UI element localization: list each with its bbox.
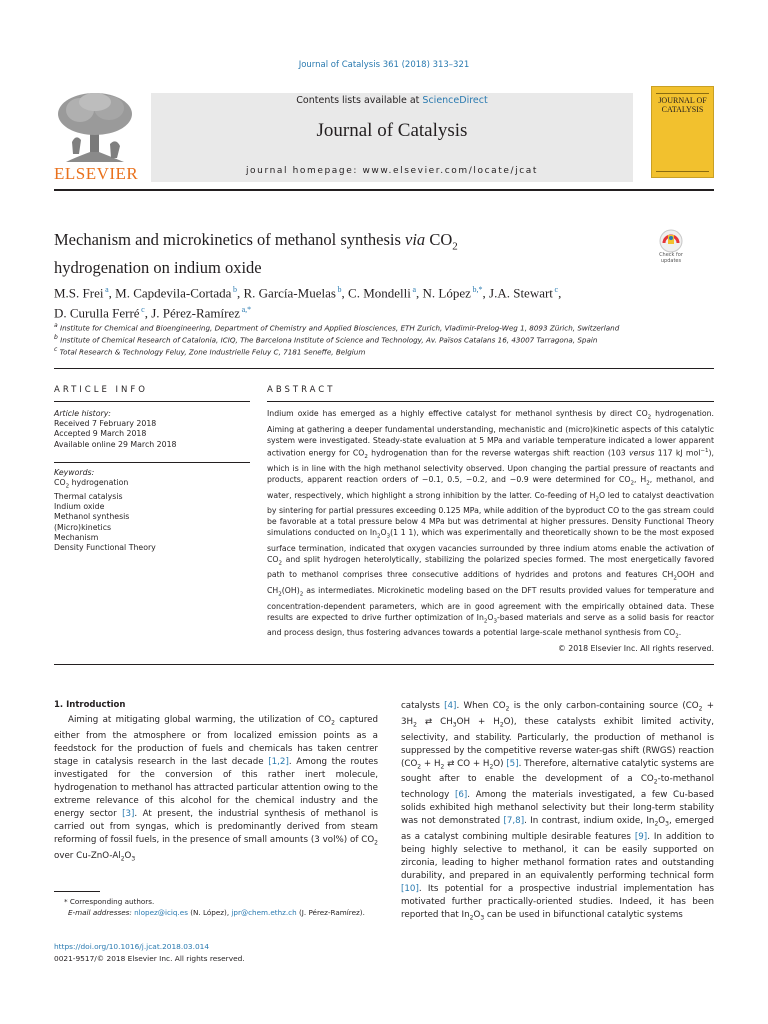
- check-updates-caption: Check for updates: [659, 252, 683, 264]
- title-part-2: hydrogenation on indium oxide: [54, 258, 262, 278]
- contents-prefix: Contents lists available at: [296, 95, 423, 106]
- keyword: Mechanism: [54, 532, 99, 542]
- author-affiliation-marker[interactable]: a,*: [240, 305, 252, 315]
- tree-icon: [54, 92, 136, 164]
- affiliation-b-marker: b: [54, 334, 58, 341]
- affiliation-c-text: Total Research & Technology Feluy, Zone Industrielle Feluy C, 7181 Seneffe, Belgium: [59, 347, 366, 357]
- affiliation-c: [54, 346, 714, 356]
- author-affiliation-marker[interactable]: a: [410, 285, 417, 294]
- cover-title-line-1: JOURNAL OF: [658, 96, 707, 105]
- citation-link[interactable]: [9]: [634, 832, 648, 843]
- citation-link[interactable]: [3]: [122, 809, 135, 820]
- author-separator: ,: [482, 285, 490, 301]
- affiliation-b: [54, 334, 714, 344]
- article-info-heading: ARTICLE INFO: [54, 385, 148, 395]
- author-affiliation-marker[interactable]: c: [552, 285, 559, 294]
- email-label: E-mail addresses:: [68, 908, 135, 917]
- affiliation-b-text: Institute of Chemical Research of Catalonia, ICIQ, The Barcelona Institute of Science and Technology, Av. Països Catalans 16, 43007 Tarragona, Spain: [60, 335, 598, 345]
- cover-rule-bottom: [656, 171, 709, 172]
- author-name[interactable]: N. López: [422, 285, 471, 301]
- intro-column-right: catalysts [4]. When $CO_2$ is the only carbon-containing source ($CO_2 + 3H_2$ ⇄ $CH_3OH + H_2O$), these catalysts exhibit limited activity, selectivity, and stability. Particularly, the production of methanol is suppressed by the competitive reverse water-gas shift (RWGS) reaction ($CO_2 + H_2$ ⇄ CO + $H_2O$) [5]. Therefore, alternative catalytic systems are sought after to enable the development of a $CO_2-to$-methanol technology [6]. Among the materials investigated, a few Cu-based solids exhibited high methanol selectivity but their long-term stability was not demonstrated [7,8]. In contrast, indium oxide, $In_2O_3$, emerged as a catalyst combining multiple desirable features [9]. In addition to being highly selective to methanol, it can be easily supported on zirconia, leading to higher methanol formation rates and outstanding durability, and prepared in an equivalently performing technical form [10]. Its potential for a prospective industrial implementation has motivated further practically-oriented studies. Indeed, it has been reported that $In_2O_3$ can be used in bifunctional catalytic systems: [401, 701, 715, 923]
- cover-title-line-2: CATALYSIS: [661, 105, 704, 114]
- keyword-co2-rest: hydrogenation: [69, 478, 129, 488]
- keywords-label: Keywords:: [54, 468, 95, 477]
- elsevier-logo: [54, 92, 139, 184]
- author-affiliation-marker[interactable]: b: [335, 285, 342, 294]
- email-link-perez-ramirez[interactable]: jpr@chem.ethz.ch: [231, 908, 297, 917]
- email-name-lopez: (N. López),: [187, 908, 232, 917]
- keywords-list: [54, 468, 250, 553]
- author-name[interactable]: D. Curulla Ferré: [54, 305, 140, 321]
- abstract-heading: ABSTRACT: [267, 385, 336, 395]
- sciencedirect-link[interactable]: ScienceDirect: [422, 95, 488, 106]
- email-link-lopez[interactable]: nlopez@iciq.es: [134, 908, 188, 917]
- check-for-updates-badge[interactable]: [651, 229, 691, 269]
- affiliation-a: [54, 322, 714, 332]
- history-accepted: Accepted 9 March 2018: [54, 429, 147, 439]
- contents-lists-line: [151, 95, 633, 106]
- journal-header-box: [151, 93, 633, 182]
- citation-link[interactable]: [1,2]: [268, 756, 289, 767]
- keyword-co2: $CO_2$ hydrogenation: [54, 478, 129, 490]
- author-affiliation-marker[interactable]: b,*: [470, 285, 483, 294]
- abstract-rule-bottom: [54, 664, 714, 665]
- author-separator: ,: [144, 305, 152, 321]
- elsevier-wordmark: ELSEVIER: [54, 164, 139, 183]
- article-info-rule-mid: [54, 462, 250, 463]
- keyword: Thermal catalysis: [54, 491, 123, 501]
- article-title: [54, 229, 614, 278]
- journal-cover-thumbnail[interactable]: [651, 86, 714, 178]
- cover-title: [652, 96, 713, 114]
- author-name[interactable]: J. Pérez-Ramírez: [151, 305, 241, 321]
- affiliation-a-text: Institute for Chemical and Bioengineering, Department of Chemistry and Applied Biosciences, ETH Zurich, Vladimir-Prelog-Weg 1, 8093 Zürich, Switzerland: [59, 323, 620, 333]
- intro-column-left: Aiming at mitigating global warming, the utilization of $CO_2$ captured either from the atmosphere or from localized emission points as a feedstock for the production of fuels and chemicals has taken centrer stage in catalysis research in the last decade [1,2]. Among the routes investigated for the conversion of this rather inert molecule, hydrogenation to methanol has attracted particular attention owing to the extreme relevance of this alcohol for the chemical industry and the energy sector [3]. At present, the industrial synthesis of methanol is carried out from syngas, which is predominantly derived from steam reforming of fossil fuels, in the presence of small amounts (3 vol%) of $CO_2$ over $Cu-ZnO-Al_2O_3$: [54, 715, 379, 863]
- citation-link[interactable]: [4]: [444, 701, 457, 711]
- author-separator: ,: [108, 285, 116, 301]
- citation-link[interactable]: [10]: [401, 884, 419, 895]
- author-name[interactable]: C. Mondelli: [348, 285, 411, 301]
- corresponding-authors-note: * Corresponding authors.: [64, 897, 155, 906]
- title-co2-subscript: 2: [452, 240, 458, 253]
- email-name-perez-ramirez: (J. Pérez-Ramírez).: [296, 908, 365, 917]
- doi-link[interactable]: https://doi.org/10.1016/j.jcat.2018.03.014: [54, 942, 210, 951]
- author-name[interactable]: J.A. Stewart: [489, 285, 553, 301]
- journal-citation-link[interactable]: Journal of Catalysis 361 (2018) 313–321: [298, 60, 470, 70]
- affiliations-divider: [54, 368, 714, 369]
- author-separator: ,: [341, 285, 349, 301]
- history-online: Available online 29 March 2018: [54, 439, 177, 449]
- author-affiliation-marker[interactable]: a: [103, 285, 109, 294]
- affiliation-a-marker: a: [54, 322, 58, 329]
- title-part-1: Mechanism and microkinetics of methanol synthesis: [54, 230, 406, 249]
- citation-link[interactable]: [7,8]: [503, 816, 525, 827]
- issn-copyright: 0021-9517/© 2018 Elsevier Inc. All rights reserved.: [54, 954, 245, 963]
- author-name[interactable]: R. García-Muelas: [243, 285, 336, 301]
- citation-link[interactable]: [5]: [506, 758, 519, 769]
- journal-name: Journal of Catalysis: [316, 120, 468, 141]
- title-co2: CO: [425, 230, 453, 249]
- keyword: Indium oxide: [54, 502, 105, 512]
- abstract-copyright: © 2018 Elsevier Inc. All rights reserved.: [557, 644, 714, 653]
- author-affiliation-marker[interactable]: b: [231, 285, 237, 294]
- abstract-body: Indium oxide has emerged as a highly effective catalyst for methanol synthesis by direct $CO_2$ hydrogenation. Aiming at gathering a deeper fundamental understanding, mechanistic and (micro)kinetic aspects of this catalytic system were investigated. Steady-state evaluation at 5 MPa and variable temperature indicated a lower apparent activation energy for $CO_2$ hydrogenation than for the reverse watergas shift reaction (103 versus 117 kJ mol$^{-1}$), which is in line with the high methanol selectivity observed. Upon changing the partial pressure of reactants and products, apparent reaction orders of −0.1, 0.5, −0.2, and −0.9 were determined for $CO_2$, $H_2$, methanol, and water, respectively, which highlight a strong inhibition by the latter. Co-feeding of $H_2O$ led to catalyst deactivation by sintering for partial pressures exceeding 0.125 MPa, while addition of the byproduct CO to the gas stream could be favorable at a total pressure below 4 MPa but was detrimental at higher pressures. Density Functional Theory simulations conducted on $In_2O_3(1$ 1 1), which was experimentally and theoretically shown to be the most exposed surface termination, indicated that oxygen vacancies surrounded by three indium atoms enable the activation of $CO_2$ and split hydrogen heterolytically, stabilizing the polarized species formed. The most energetically favored path to methanol comprises three consecutive additions of hydrides and protons and features $CH_2OOH$ and $CH_2(OH)_2$ as intermediates. Microkinetic modeling based on the DFT results provided values for temperature and concentration-dependent parameters, which are in good agreement with the empirically obtained data. These results are expected to drive further optimization of $In_2O_3$-based materials and serve as a solid basis for reactor and process design, thus fostering advances towards a potential large-scale methanol synthesis from $CO_2$.: [267, 409, 715, 640]
- author-affiliation-marker[interactable]: c: [139, 305, 145, 315]
- header-divider: [54, 189, 714, 191]
- check-updates-icon: [651, 229, 691, 253]
- author-name[interactable]: M. Capdevila-Cortada: [115, 285, 232, 301]
- history-received: Received 7 February 2018: [54, 419, 157, 429]
- author-separator: ,: [237, 285, 244, 301]
- author-name[interactable]: M.S. Frei: [54, 285, 104, 301]
- email-addresses-note: [54, 907, 378, 918]
- journal-homepage[interactable]: journal homepage: www.elsevier.com/locate/jcat: [245, 166, 539, 176]
- article-info-rule-top: [54, 401, 250, 402]
- author-separator: ,: [416, 285, 423, 301]
- keyword: Methanol synthesis: [54, 512, 130, 522]
- author-separator: ,: [558, 285, 562, 301]
- abstract-rule-top: [267, 401, 714, 402]
- footnote-rule: [54, 891, 100, 892]
- title-via: via: [405, 230, 426, 249]
- keyword: Density Functional Theory: [54, 542, 156, 552]
- keyword: (Micro)kinetics: [54, 522, 112, 532]
- article-history-label: Article history:: [54, 409, 111, 418]
- citation-link[interactable]: [6]: [454, 790, 468, 801]
- affiliation-c-marker: c: [54, 346, 58, 353]
- cover-rule-top: [656, 93, 709, 94]
- section-heading-introduction: 1. Introduction: [54, 700, 126, 710]
- author-list: [54, 281, 694, 322]
- keyword-co2-base: CO: [54, 478, 66, 488]
- article-history: [54, 409, 250, 450]
